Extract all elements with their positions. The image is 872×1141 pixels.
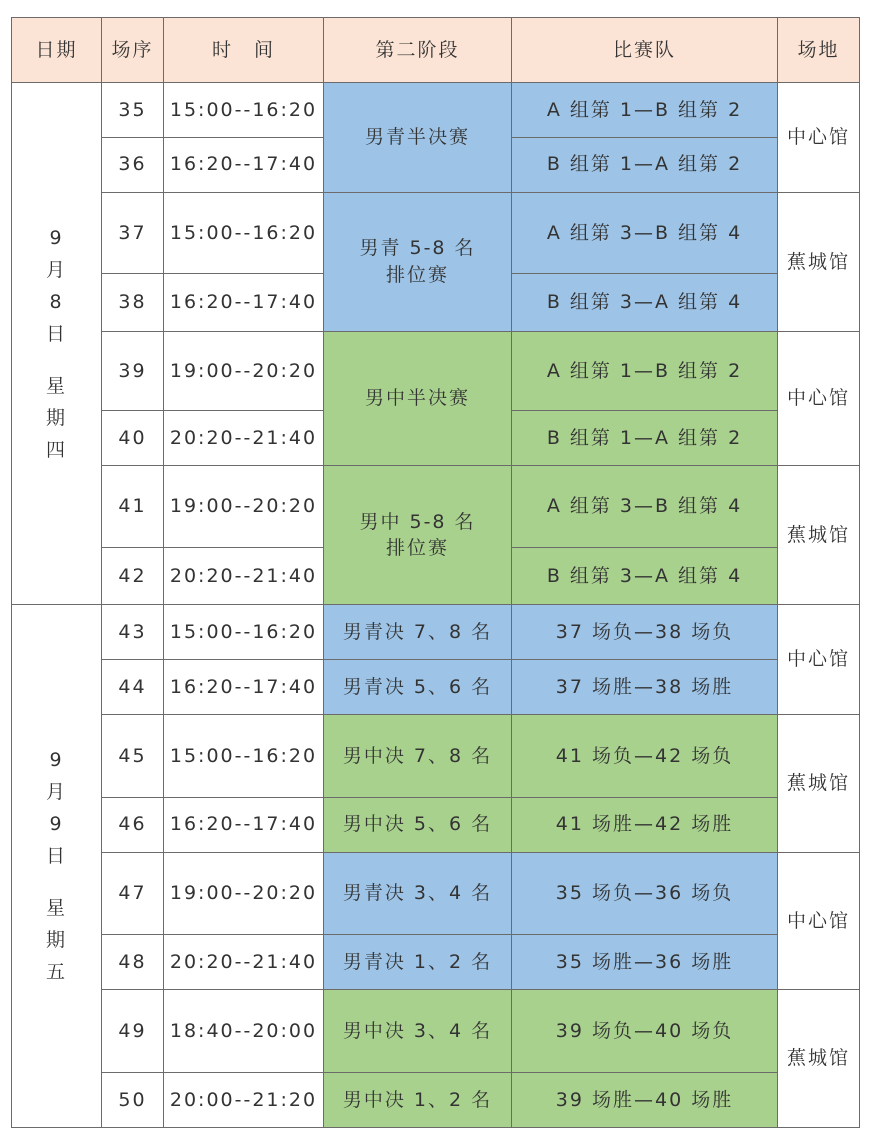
time-cell: 20:00--21:20 <box>164 1073 324 1128</box>
table-row <box>12 332 860 411</box>
stage-cell: 男中决 7、8 名 <box>324 715 512 798</box>
time-cell: 18:40--20:00 <box>164 990 324 1073</box>
time-cell: 15:00--16:20 <box>164 715 324 798</box>
teams-cell: A 组第 3—B 组第 4 <box>512 192 778 274</box>
table-row <box>12 1073 860 1128</box>
seq-cell: 50 <box>102 1073 164 1128</box>
seq-cell: 47 <box>102 852 164 935</box>
teams-cell: B 组第 1—A 组第 2 <box>512 137 778 192</box>
teams-cell: A 组第 1—B 组第 2 <box>512 83 778 138</box>
stage-cell: 男青半决赛 <box>324 83 512 193</box>
stage-cell: 男中半决赛 <box>324 332 512 466</box>
teams-cell: 37 场负—38 场负 <box>512 605 778 660</box>
seq-cell: 39 <box>102 332 164 411</box>
time-cell: 16:20--17:40 <box>164 660 324 715</box>
teams-cell: 41 场胜—42 场胜 <box>512 797 778 852</box>
teams-cell: 39 场负—40 场负 <box>512 990 778 1073</box>
stage-cell: 男青决 3、4 名 <box>324 852 512 935</box>
date-cell-day1: 9 月 8 日 星 期 四 <box>12 83 102 605</box>
time-cell: 19:00--20:20 <box>164 465 324 547</box>
seq-cell: 46 <box>102 797 164 852</box>
venue-cell: 蕉城馆 <box>778 715 860 853</box>
seq-cell: 45 <box>102 715 164 798</box>
teams-cell: 41 场负—42 场负 <box>512 715 778 798</box>
schedule-table <box>11 17 860 1128</box>
time-cell: 15:00--16:20 <box>164 605 324 660</box>
time-cell: 16:20--17:40 <box>164 274 324 332</box>
teams-cell: A 组第 1—B 组第 2 <box>512 332 778 411</box>
seq-cell: 49 <box>102 990 164 1073</box>
table-row <box>12 605 860 660</box>
teams-cell: A 组第 3—B 组第 4 <box>512 465 778 547</box>
seq-cell: 36 <box>102 137 164 192</box>
venue-cell: 蕉城馆 <box>778 465 860 605</box>
header-venue: 场地 <box>778 18 860 83</box>
teams-cell: 35 场胜—36 场胜 <box>512 935 778 990</box>
seq-cell: 35 <box>102 83 164 138</box>
stage-cell: 男中 5-8 名 排位赛 <box>324 465 512 605</box>
teams-cell: 35 场负—36 场负 <box>512 852 778 935</box>
stage-cell: 男青 5-8 名 排位赛 <box>324 192 512 332</box>
header-date: 日期 <box>12 18 102 83</box>
table-row <box>12 797 860 852</box>
seq-cell: 41 <box>102 465 164 547</box>
stage-cell: 男青决 7、8 名 <box>324 605 512 660</box>
teams-cell: 39 场胜—40 场胜 <box>512 1073 778 1128</box>
venue-cell: 中心馆 <box>778 605 860 715</box>
venue-cell: 蕉城馆 <box>778 990 860 1128</box>
table-row <box>12 660 860 715</box>
stage-cell: 男青决 5、6 名 <box>324 660 512 715</box>
venue-cell: 蕉城馆 <box>778 192 860 332</box>
seq-cell: 42 <box>102 547 164 605</box>
seq-cell: 38 <box>102 274 164 332</box>
table-row <box>12 990 860 1073</box>
time-cell: 15:00--16:20 <box>164 192 324 274</box>
time-cell: 20:20--21:40 <box>164 411 324 466</box>
header-row <box>12 18 860 83</box>
time-cell: 20:20--21:40 <box>164 547 324 605</box>
header-seq: 场序 <box>102 18 164 83</box>
table-row <box>12 935 860 990</box>
time-cell: 15:00--16:20 <box>164 83 324 138</box>
table-row <box>12 715 860 798</box>
header-time: 时 间 <box>164 18 324 83</box>
stage-cell: 男青决 1、2 名 <box>324 935 512 990</box>
time-cell: 19:00--20:20 <box>164 852 324 935</box>
stage-cell: 男中决 1、2 名 <box>324 1073 512 1128</box>
seq-cell: 43 <box>102 605 164 660</box>
seq-cell: 48 <box>102 935 164 990</box>
teams-cell: 37 场胜—38 场胜 <box>512 660 778 715</box>
stage-cell: 男中决 3、4 名 <box>324 990 512 1073</box>
time-cell: 16:20--17:40 <box>164 137 324 192</box>
seq-cell: 37 <box>102 192 164 274</box>
header-teams: 比赛队 <box>512 18 778 83</box>
venue-cell: 中心馆 <box>778 852 860 990</box>
time-cell: 16:20--17:40 <box>164 797 324 852</box>
time-cell: 19:00--20:20 <box>164 332 324 411</box>
table-row <box>12 465 860 547</box>
table-row <box>12 852 860 935</box>
stage-cell: 男中决 5、6 名 <box>324 797 512 852</box>
time-cell: 20:20--21:40 <box>164 935 324 990</box>
header-stage: 第二阶段 <box>324 18 512 83</box>
seq-cell: 40 <box>102 411 164 466</box>
venue-cell: 中心馆 <box>778 332 860 466</box>
table-row <box>12 192 860 274</box>
teams-cell: B 组第 3—A 组第 4 <box>512 547 778 605</box>
table-row <box>12 83 860 138</box>
seq-cell: 44 <box>102 660 164 715</box>
teams-cell: B 组第 3—A 组第 4 <box>512 274 778 332</box>
teams-cell: B 组第 1—A 组第 2 <box>512 411 778 466</box>
date-cell-day2: 9 月 9 日 星 期 五 <box>12 605 102 1128</box>
venue-cell: 中心馆 <box>778 83 860 193</box>
